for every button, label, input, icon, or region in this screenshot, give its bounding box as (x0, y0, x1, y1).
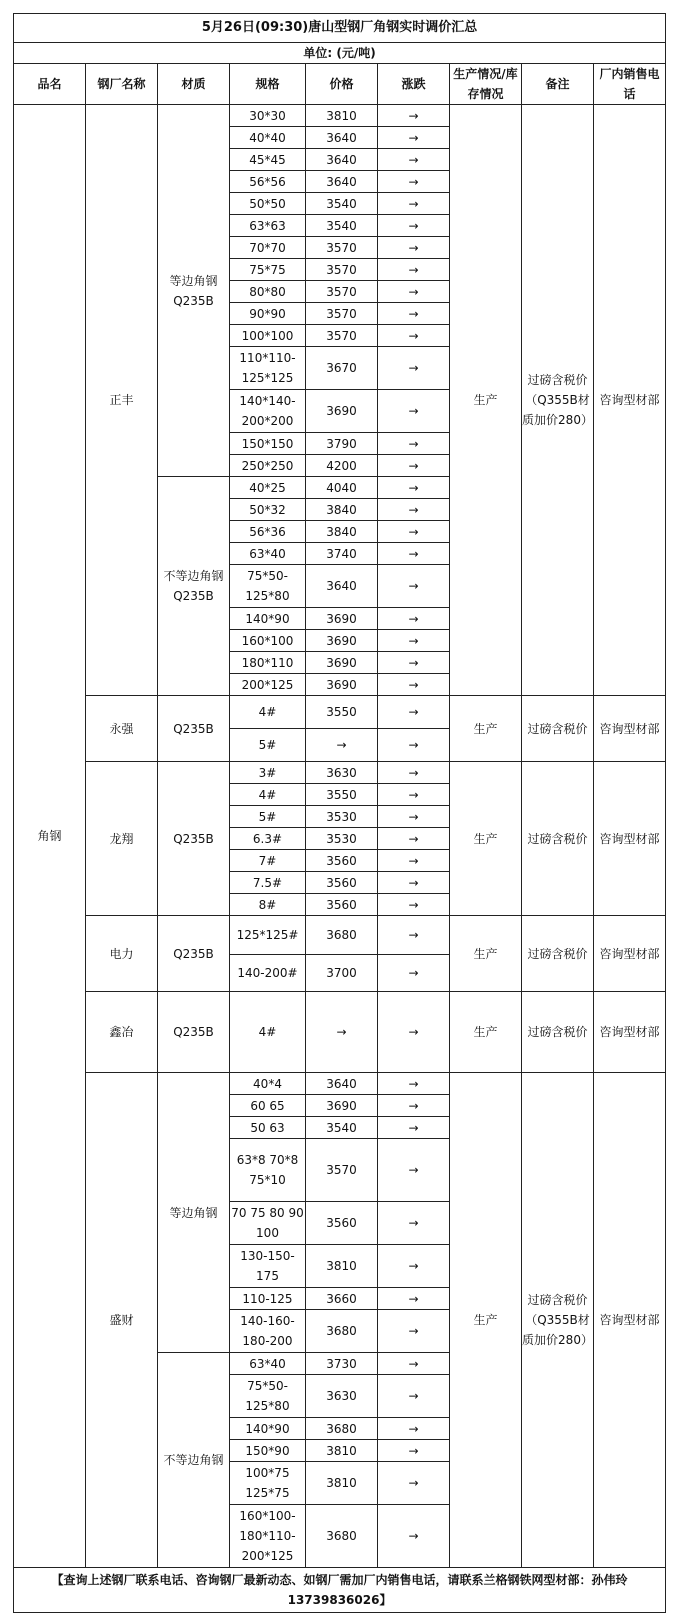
price-cell: 3670 (306, 347, 378, 390)
change-cell: → (378, 543, 450, 565)
price-cell: 3700 (306, 955, 378, 992)
change-cell: → (378, 729, 450, 762)
table-row (14, 762, 666, 784)
change-cell: → (378, 850, 450, 872)
spec-cell: 56*36 (230, 521, 306, 543)
change-cell: → (378, 281, 450, 303)
note-cell: 过磅含税价 (522, 992, 594, 1073)
spec-cell: 110-125 (230, 1288, 306, 1310)
price-cell: 3640 (306, 1073, 378, 1095)
price-cell: 3680 (306, 1505, 378, 1568)
spec-cell: 140*140-200*200 (230, 390, 306, 433)
price-cell: 3550 (306, 784, 378, 806)
change-cell: → (378, 872, 450, 894)
change-cell: → (378, 1288, 450, 1310)
change-cell: → (378, 1310, 450, 1353)
price-cell: 3640 (306, 565, 378, 608)
column-header: 材质 (158, 64, 230, 105)
spec-cell: 63*40 (230, 1353, 306, 1375)
unit-label: 单位: (元/吨) (14, 43, 666, 64)
spec-cell: 75*50-125*80 (230, 565, 306, 608)
price-cell: 3540 (306, 193, 378, 215)
price-cell: 3560 (306, 1202, 378, 1245)
change-cell: → (378, 992, 450, 1073)
change-cell: → (378, 784, 450, 806)
product-name: 角钢 (14, 105, 86, 1568)
spec-cell: 160*100 (230, 630, 306, 652)
change-cell: → (378, 1505, 450, 1568)
mill-name: 盛财 (86, 1073, 158, 1568)
material-cell: 等边角钢 (158, 1073, 230, 1353)
price-cell: 3810 (306, 1462, 378, 1505)
price-cell: 3570 (306, 259, 378, 281)
change-cell: → (378, 955, 450, 992)
spec-cell: 140*90 (230, 608, 306, 630)
spec-cell: 50*32 (230, 499, 306, 521)
price-cell: 3680 (306, 1418, 378, 1440)
price-cell: 3560 (306, 872, 378, 894)
spec-cell: 100*100 (230, 325, 306, 347)
spec-cell: 30*30 (230, 105, 306, 127)
change-cell: → (378, 455, 450, 477)
spec-cell: 4# (230, 992, 306, 1073)
change-cell: → (378, 1095, 450, 1117)
mill-name: 永强 (86, 696, 158, 762)
spec-cell: 150*150 (230, 433, 306, 455)
change-cell: → (378, 127, 450, 149)
spec-cell: 4# (230, 696, 306, 729)
material-cell: 等边角钢Q235B (158, 105, 230, 477)
spec-cell: 50 63 (230, 1117, 306, 1139)
mill-name: 电力 (86, 916, 158, 992)
change-cell: → (378, 806, 450, 828)
price-cell: 3570 (306, 303, 378, 325)
price-cell: 3530 (306, 828, 378, 850)
change-cell: → (378, 433, 450, 455)
column-header: 备注 (522, 64, 594, 105)
spec-cell: 110*110-125*125 (230, 347, 306, 390)
phone-cell: 咨询型材部 (594, 1073, 666, 1568)
spec-cell: 140-160-180-200 (230, 1310, 306, 1353)
change-cell: → (378, 1462, 450, 1505)
change-cell: → (378, 1073, 450, 1095)
column-header: 规格 (230, 64, 306, 105)
change-cell: → (378, 696, 450, 729)
spec-cell: 7# (230, 850, 306, 872)
spec-cell: 40*40 (230, 127, 306, 149)
change-cell: → (378, 894, 450, 916)
spec-cell: 4# (230, 784, 306, 806)
spec-cell: 250*250 (230, 455, 306, 477)
spec-cell: 70*70 (230, 237, 306, 259)
price-cell: 3640 (306, 149, 378, 171)
spec-cell: 130-150-175 (230, 1245, 306, 1288)
status-cell: 生产 (450, 1073, 522, 1568)
price-table (13, 13, 666, 1613)
spec-cell: 150*90 (230, 1440, 306, 1462)
change-cell: → (378, 608, 450, 630)
status-cell: 生产 (450, 992, 522, 1073)
change-cell: → (378, 1245, 450, 1288)
price-cell: 3550 (306, 696, 378, 729)
price-cell: 3690 (306, 674, 378, 696)
price-cell: 3810 (306, 1245, 378, 1288)
price-cell: 3540 (306, 215, 378, 237)
price-cell: 3680 (306, 1310, 378, 1353)
table-title: 5月26日(09:30)唐山型钢厂角钢实时调价汇总 (14, 14, 666, 43)
change-cell: → (378, 390, 450, 433)
price-cell: 3630 (306, 762, 378, 784)
spec-cell: 140*90 (230, 1418, 306, 1440)
phone-cell: 咨询型材部 (594, 916, 666, 992)
price-cell: 3840 (306, 521, 378, 543)
spec-cell: 63*63 (230, 215, 306, 237)
price-cell: 3630 (306, 1375, 378, 1418)
price-cell: → (306, 992, 378, 1073)
spec-cell: 3# (230, 762, 306, 784)
price-cell: 3540 (306, 1117, 378, 1139)
price-cell: 3690 (306, 1095, 378, 1117)
spec-cell: 75*75 (230, 259, 306, 281)
phone-cell: 咨询型材部 (594, 992, 666, 1073)
status-cell: 生产 (450, 916, 522, 992)
status-cell: 生产 (450, 105, 522, 696)
status-cell: 生产 (450, 696, 522, 762)
footer-note: 【查询上述钢厂联系电话、咨询钢厂最新动态、如钢厂需加厂内销售电话，请联系兰格钢铁网型材部：孙伟玲13739836026】 (14, 1568, 666, 1613)
spec-cell: 5# (230, 806, 306, 828)
change-cell: → (378, 1353, 450, 1375)
phone-cell: 咨询型材部 (594, 762, 666, 916)
spec-cell: 60 65 (230, 1095, 306, 1117)
spec-cell: 160*100-180*110-200*125 (230, 1505, 306, 1568)
price-cell: 3810 (306, 105, 378, 127)
mill-name: 鑫冶 (86, 992, 158, 1073)
change-cell: → (378, 916, 450, 955)
material-cell: 不等边角钢 (158, 1353, 230, 1568)
table-row (14, 992, 666, 1073)
price-cell: 3530 (306, 806, 378, 828)
price-cell: 3690 (306, 390, 378, 433)
spec-cell: 90*90 (230, 303, 306, 325)
spec-cell: 63*40 (230, 543, 306, 565)
spec-cell: 125*125# (230, 916, 306, 955)
price-cell: 3690 (306, 652, 378, 674)
status-cell: 生产 (450, 762, 522, 916)
column-header: 品名 (14, 64, 86, 105)
note-cell: 过磅含税价（Q355B材质加价280） (522, 105, 594, 696)
change-cell: → (378, 259, 450, 281)
mill-name: 正丰 (86, 105, 158, 696)
change-cell: → (378, 674, 450, 696)
price-cell: 3570 (306, 325, 378, 347)
table-row (14, 1073, 666, 1095)
spec-cell: 63*8 70*8 75*10 (230, 1139, 306, 1202)
change-cell: → (378, 762, 450, 784)
note-cell: 过磅含税价（Q355B材质加价280） (522, 1073, 594, 1568)
note-cell: 过磅含税价 (522, 696, 594, 762)
material-cell: 不等边角钢Q235B (158, 477, 230, 696)
table-row (14, 916, 666, 955)
price-cell: 4200 (306, 455, 378, 477)
change-cell: → (378, 347, 450, 390)
spec-cell: 200*125 (230, 674, 306, 696)
price-cell: 3810 (306, 1440, 378, 1462)
spec-cell: 45*45 (230, 149, 306, 171)
material-cell: Q235B (158, 916, 230, 992)
table-row (14, 105, 666, 127)
price-cell: 3690 (306, 630, 378, 652)
price-cell: 3560 (306, 850, 378, 872)
price-cell: 3730 (306, 1353, 378, 1375)
change-cell: → (378, 193, 450, 215)
change-cell: → (378, 565, 450, 608)
price-cell: 3790 (306, 433, 378, 455)
change-cell: → (378, 521, 450, 543)
mill-name: 龙翔 (86, 762, 158, 916)
note-cell: 过磅含税价 (522, 762, 594, 916)
price-cell: 4040 (306, 477, 378, 499)
spec-cell: 40*4 (230, 1073, 306, 1095)
spec-cell: 140-200# (230, 955, 306, 992)
change-cell: → (378, 828, 450, 850)
change-cell: → (378, 149, 450, 171)
price-cell: 3740 (306, 543, 378, 565)
table-row (14, 696, 666, 729)
spec-cell: 5# (230, 729, 306, 762)
price-cell: 3570 (306, 281, 378, 303)
change-cell: → (378, 105, 450, 127)
change-cell: → (378, 652, 450, 674)
price-cell: 3690 (306, 608, 378, 630)
price-cell: 3680 (306, 916, 378, 955)
phone-cell: 咨询型材部 (594, 696, 666, 762)
price-cell: 3640 (306, 127, 378, 149)
material-cell: Q235B (158, 696, 230, 762)
change-cell: → (378, 303, 450, 325)
change-cell: → (378, 630, 450, 652)
column-header: 价格 (306, 64, 378, 105)
change-cell: → (378, 1117, 450, 1139)
spec-cell: 50*50 (230, 193, 306, 215)
spec-cell: 180*110 (230, 652, 306, 674)
spec-cell: 40*25 (230, 477, 306, 499)
change-cell: → (378, 1202, 450, 1245)
price-cell: 3570 (306, 237, 378, 259)
spec-cell: 8# (230, 894, 306, 916)
change-cell: → (378, 477, 450, 499)
spec-cell: 100*75 125*75 (230, 1462, 306, 1505)
spec-cell: 75*50-125*80 (230, 1375, 306, 1418)
change-cell: → (378, 171, 450, 193)
change-cell: → (378, 1440, 450, 1462)
column-header: 生产情况/库存情况 (450, 64, 522, 105)
change-cell: → (378, 499, 450, 521)
material-cell: Q235B (158, 992, 230, 1073)
change-cell: → (378, 1139, 450, 1202)
phone-cell: 咨询型材部 (594, 105, 666, 696)
column-header: 厂内销售电话 (594, 64, 666, 105)
note-cell: 过磅含税价 (522, 916, 594, 992)
price-cell: → (306, 729, 378, 762)
change-cell: → (378, 325, 450, 347)
price-cell: 3660 (306, 1288, 378, 1310)
spec-cell: 6.3# (230, 828, 306, 850)
spec-cell: 70 75 80 90 100 (230, 1202, 306, 1245)
spec-cell: 7.5# (230, 872, 306, 894)
material-cell: Q235B (158, 762, 230, 916)
spec-cell: 80*80 (230, 281, 306, 303)
price-cell: 3570 (306, 1139, 378, 1202)
spec-cell: 56*56 (230, 171, 306, 193)
price-cell: 3840 (306, 499, 378, 521)
column-header: 涨跌 (378, 64, 450, 105)
change-cell: → (378, 1418, 450, 1440)
change-cell: → (378, 1375, 450, 1418)
change-cell: → (378, 237, 450, 259)
price-cell: 3560 (306, 894, 378, 916)
change-cell: → (378, 215, 450, 237)
column-header: 钢厂名称 (86, 64, 158, 105)
price-cell: 3640 (306, 171, 378, 193)
